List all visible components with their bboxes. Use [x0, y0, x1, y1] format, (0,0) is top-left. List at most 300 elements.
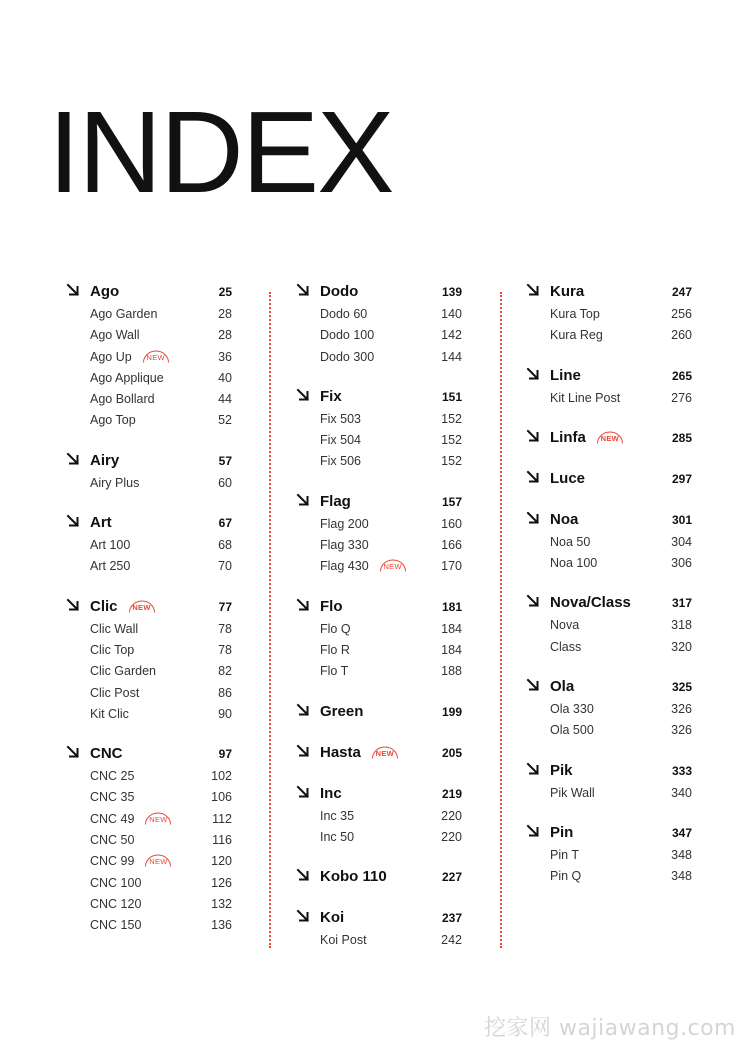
new-badge	[371, 745, 399, 759]
category-heading	[526, 467, 726, 491]
index-item	[296, 619, 496, 640]
item-name-text: CNC 150	[90, 918, 142, 933]
category-heading	[296, 741, 496, 765]
index-item	[66, 347, 266, 368]
item-name-text: CNC 50	[90, 833, 135, 848]
new-badge-label: NEW	[149, 857, 168, 867]
category-heading	[296, 782, 496, 806]
item-page-number: 152	[441, 454, 462, 469]
index-column-3	[526, 280, 726, 905]
index-item	[66, 787, 266, 808]
item-name	[90, 663, 156, 679]
category-name-text: Flo	[320, 597, 343, 615]
arrow-down-right-icon	[296, 598, 310, 612]
item-name-text: Flag 430	[320, 559, 369, 574]
item-name-text: Clic Wall	[90, 621, 139, 636]
category-page-number: 285	[671, 430, 692, 445]
category-heading	[526, 759, 726, 783]
index-category	[66, 595, 266, 725]
item-name	[550, 847, 579, 863]
category-heading	[526, 364, 726, 388]
category-name	[90, 597, 156, 617]
item-name	[90, 768, 134, 784]
watermark: 挖家网 wajiawang.com	[483, 1016, 736, 1041]
item-page-number: 320	[671, 639, 692, 654]
index-item	[66, 809, 266, 830]
index-item	[296, 806, 496, 827]
category-page-number: 219	[441, 786, 462, 801]
index-item	[296, 827, 496, 848]
item-page-number: 136	[211, 918, 232, 933]
category-name	[320, 492, 351, 512]
index-category	[526, 280, 726, 347]
item-name	[320, 453, 361, 469]
category-name	[320, 867, 387, 887]
item-page-number: 106	[211, 790, 232, 805]
index-category	[526, 508, 726, 575]
item-page-number: 28	[218, 307, 232, 321]
item-page-number: 78	[218, 642, 232, 657]
index-category	[526, 675, 726, 742]
item-name	[90, 412, 136, 428]
index-category	[66, 511, 266, 578]
category-page-number: 237	[441, 911, 462, 926]
category-name-text: Koi	[320, 909, 345, 927]
item-name	[550, 390, 620, 406]
arrow-down-right-icon	[526, 762, 540, 776]
item-name	[550, 722, 594, 738]
category-page-number: 297	[671, 471, 692, 486]
arrow-down-right-icon	[526, 367, 540, 381]
index-item	[296, 514, 496, 535]
item-name-text: Nova	[550, 618, 580, 633]
item-name-text: Flag 200	[320, 516, 369, 531]
item-page-number: 60	[218, 475, 232, 490]
arrow-down-right-icon	[296, 868, 310, 882]
arrow-down-right-icon	[296, 388, 310, 402]
index-category	[296, 741, 496, 765]
new-badge	[596, 430, 624, 444]
item-name-text: Noa 50	[550, 534, 591, 549]
index-item	[66, 873, 266, 894]
item-name-text: Kura Reg	[550, 328, 603, 343]
item-name-text: Ago Garden	[90, 307, 158, 321]
item-page-number: 132	[211, 896, 232, 911]
category-name	[320, 282, 358, 302]
category-name-text: Luce	[550, 469, 586, 487]
item-page-number: 166	[441, 538, 462, 553]
category-page-number: 97	[218, 747, 232, 762]
category-page-number: 139	[441, 285, 462, 299]
item-name	[550, 617, 579, 633]
category-name-text: Kobo 110	[320, 868, 387, 886]
new-badge	[144, 853, 172, 867]
category-heading	[66, 742, 266, 766]
item-page-number: 36	[218, 349, 232, 364]
item-name-text: Inc 50	[320, 829, 355, 844]
category-page-number: 25	[218, 285, 232, 299]
index-item	[296, 409, 496, 430]
arrow-down-right-icon	[526, 824, 540, 838]
index-item	[66, 851, 266, 872]
item-name-text: Dodo 300	[320, 349, 375, 364]
item-name	[90, 706, 129, 722]
item-name-text: Ola 330	[550, 702, 594, 717]
arrow-down-right-icon	[526, 470, 540, 484]
item-name-text: Ago Wall	[90, 328, 140, 343]
index-item	[526, 304, 726, 325]
index-item	[66, 619, 266, 640]
category-name-text: Hasta	[320, 743, 361, 761]
category-heading	[296, 385, 496, 409]
new-badge-label: NEW	[600, 433, 620, 443]
category-page-number: 199	[441, 704, 462, 719]
arrow-down-right-icon	[526, 283, 540, 297]
category-name-text: Dodo	[320, 283, 359, 300]
item-name	[90, 327, 140, 343]
item-name-text: CNC 49	[90, 811, 135, 826]
item-name	[90, 789, 134, 805]
category-name-text: Inc	[320, 784, 342, 802]
category-heading	[526, 426, 726, 450]
index-category	[296, 865, 496, 889]
item-name-text: CNC 25	[90, 769, 135, 784]
item-name-text: Ago Bollard	[90, 392, 155, 407]
index-item	[296, 535, 496, 556]
item-page-number: 326	[671, 723, 692, 738]
category-name	[320, 702, 363, 722]
category-page-number: 247	[671, 285, 692, 299]
item-page-number: 276	[671, 390, 692, 405]
category-page-number: 325	[671, 680, 692, 695]
category-name-text: Green	[320, 702, 364, 720]
index-category	[296, 490, 496, 578]
index-item	[66, 766, 266, 787]
category-page-number: 151	[441, 389, 462, 404]
item-page-number: 348	[671, 847, 692, 862]
category-heading	[66, 449, 266, 473]
arrow-down-right-icon	[296, 283, 310, 297]
index-item	[296, 556, 496, 577]
item-name-text: Ola 500	[550, 723, 594, 738]
item-page-number: 184	[441, 642, 462, 657]
index-item	[296, 930, 496, 951]
item-name-text: Noa 100	[550, 556, 598, 571]
item-name	[320, 808, 354, 824]
category-name	[320, 743, 399, 763]
index-item	[526, 637, 726, 658]
item-name-text: Art 100	[90, 538, 131, 553]
index-item	[296, 347, 496, 368]
page-title: INDEX	[48, 87, 393, 217]
category-heading	[526, 675, 726, 699]
item-name-text: Dodo 100	[320, 328, 375, 343]
category-name-text: Art	[90, 514, 112, 532]
new-badge	[142, 349, 170, 363]
category-name	[550, 823, 573, 843]
index-category	[526, 364, 726, 409]
arrow-down-right-icon	[526, 429, 540, 443]
category-name	[90, 513, 112, 533]
category-heading	[296, 700, 496, 724]
arrow-down-right-icon	[296, 493, 310, 507]
category-name	[320, 387, 342, 407]
category-heading	[66, 595, 266, 619]
item-page-number: 112	[212, 811, 232, 826]
item-name	[550, 306, 600, 322]
category-name-text: Pik	[550, 761, 573, 779]
category-heading	[296, 865, 496, 889]
item-page-number: 348	[671, 869, 692, 884]
category-name-text: Ago	[90, 283, 120, 300]
category-name	[90, 744, 123, 764]
index-item	[526, 866, 726, 887]
item-name-text: Koi Post	[320, 933, 367, 948]
category-name-text: Pin	[550, 823, 574, 841]
index-item	[66, 473, 266, 494]
item-page-number: 86	[218, 685, 232, 700]
category-name	[550, 282, 584, 302]
item-page-number: 40	[218, 370, 232, 385]
item-name	[320, 516, 369, 532]
new-badge	[128, 599, 156, 613]
item-page-number: 82	[218, 664, 232, 679]
item-name-text: Flag 330	[320, 538, 369, 553]
item-page-number: 144	[441, 349, 462, 364]
index-item	[526, 615, 726, 636]
category-heading	[526, 591, 726, 615]
item-name-text: CNC 35	[90, 790, 135, 805]
category-page-number: 57	[218, 453, 232, 468]
item-name	[550, 534, 590, 550]
item-name-text: Fix 503	[320, 411, 361, 426]
arrow-down-right-icon	[66, 598, 80, 612]
item-name	[90, 896, 141, 912]
category-name	[320, 908, 344, 928]
item-name-text: Clic Post	[90, 685, 140, 700]
item-name	[320, 829, 354, 845]
item-page-number: 170	[441, 559, 462, 574]
item-name	[550, 327, 603, 343]
dotted-divider	[500, 292, 502, 948]
item-name	[320, 432, 361, 448]
category-name-text: CNC	[90, 745, 123, 763]
new-badge-label: NEW	[146, 352, 165, 362]
item-page-number: 256	[671, 307, 692, 321]
index-category	[526, 821, 726, 888]
item-name-text: Flo R	[320, 642, 350, 657]
item-page-number: 52	[218, 413, 232, 428]
item-page-number: 220	[441, 808, 462, 823]
category-name	[550, 366, 581, 386]
category-page-number: 347	[671, 825, 692, 840]
item-name	[550, 701, 594, 717]
index-item	[526, 553, 726, 574]
item-name-text: Kit Line Post	[550, 390, 621, 405]
item-name-text: Kit Clic	[90, 706, 129, 721]
category-name	[320, 784, 342, 804]
index-item	[66, 683, 266, 704]
item-page-number: 140	[441, 307, 462, 321]
index-column-2	[296, 280, 496, 968]
index-item	[66, 535, 266, 556]
arrow-down-right-icon	[526, 678, 540, 692]
category-page-number: 181	[441, 599, 462, 614]
category-name	[90, 282, 119, 302]
new-badge-label: NEW	[149, 814, 168, 824]
item-name	[550, 785, 595, 801]
category-name-text: Ola	[550, 678, 575, 696]
category-page-number: 67	[218, 516, 232, 531]
item-page-number: 70	[218, 559, 232, 574]
item-name	[90, 558, 130, 574]
item-name	[320, 663, 348, 679]
item-name-text: Pin Q	[550, 869, 582, 884]
arrow-down-right-icon	[296, 909, 310, 923]
item-name-text: Dodo 60	[320, 307, 368, 321]
index-item	[66, 915, 266, 936]
category-name-text: Flag	[320, 492, 351, 510]
item-name	[90, 621, 138, 637]
item-name	[90, 475, 139, 491]
item-name	[90, 917, 141, 933]
category-name	[550, 593, 631, 613]
new-badge-label: NEW	[375, 748, 395, 758]
item-name-text: Flo Q	[320, 621, 351, 636]
category-heading	[526, 821, 726, 845]
category-heading	[526, 508, 726, 532]
category-name-text: Linfa	[550, 428, 586, 446]
index-item	[526, 783, 726, 804]
item-name	[320, 642, 350, 658]
index-item	[526, 699, 726, 720]
item-name	[320, 411, 361, 427]
arrow-down-right-icon	[526, 511, 540, 525]
category-page-number: 157	[441, 494, 462, 509]
item-name-text: CNC 99	[90, 854, 135, 869]
dotted-divider	[269, 292, 271, 948]
item-name	[90, 306, 157, 322]
category-heading	[66, 511, 266, 535]
category-page-number: 227	[441, 870, 462, 885]
arrow-down-right-icon	[526, 594, 540, 608]
item-page-number: 304	[671, 534, 692, 549]
category-name-text: Line	[550, 366, 581, 384]
item-name-text: CNC 100	[90, 875, 142, 890]
item-page-number: 260	[671, 328, 692, 343]
item-page-number: 120	[211, 854, 232, 869]
item-name	[90, 391, 155, 407]
item-name-text: Flo T	[320, 664, 349, 679]
index-category	[296, 595, 496, 683]
category-name-text: Kura	[550, 283, 585, 300]
item-name-text: Pin T	[550, 847, 579, 862]
arrow-down-right-icon	[296, 785, 310, 799]
index-column-1	[66, 280, 266, 954]
item-name-text: Ago Applique	[90, 370, 164, 385]
category-heading	[296, 280, 496, 304]
index-item	[66, 389, 266, 410]
item-name	[90, 853, 172, 869]
category-page-number: 77	[218, 599, 232, 614]
item-page-number: 116	[212, 833, 232, 848]
index-item	[66, 704, 266, 725]
new-badge-label: NEW	[132, 602, 151, 612]
category-name	[550, 761, 573, 781]
category-name	[550, 469, 585, 489]
item-name-text: Inc 35	[320, 808, 355, 823]
index-category	[296, 782, 496, 849]
arrow-down-right-icon	[66, 745, 80, 759]
index-category	[526, 467, 726, 491]
index-item	[296, 661, 496, 682]
item-page-number: 28	[218, 328, 232, 343]
item-name	[550, 555, 597, 571]
index-item	[296, 430, 496, 451]
item-name	[90, 349, 170, 365]
category-name	[550, 677, 574, 697]
item-page-number: 78	[218, 621, 232, 636]
index-item	[526, 325, 726, 346]
category-heading	[526, 280, 726, 304]
item-name-text: Fix 506	[320, 454, 361, 469]
item-page-number: 44	[218, 392, 232, 407]
item-name	[320, 537, 369, 553]
category-name-text: Noa	[550, 510, 579, 528]
new-badge	[379, 558, 407, 572]
item-page-number: 142	[441, 328, 462, 343]
item-name	[320, 306, 367, 322]
item-name-text: Kura Top	[550, 307, 600, 321]
item-page-number: 242	[441, 933, 462, 948]
new-badge-label: NEW	[383, 562, 402, 572]
item-page-number: 152	[441, 411, 462, 426]
item-name	[90, 685, 139, 701]
item-name-text: Class	[550, 639, 582, 654]
index-item	[66, 830, 266, 851]
category-heading	[296, 906, 496, 930]
item-page-number: 90	[218, 706, 232, 721]
item-name	[90, 875, 141, 891]
item-page-number: 306	[671, 556, 692, 571]
category-name-text: Airy	[90, 451, 120, 469]
item-name-text: Clic Top	[90, 642, 135, 657]
arrow-down-right-icon	[296, 703, 310, 717]
item-name	[90, 642, 134, 658]
item-name	[320, 558, 407, 574]
category-name	[320, 597, 343, 617]
item-page-number: 68	[218, 538, 232, 553]
item-page-number: 220	[441, 829, 462, 844]
item-name	[550, 868, 581, 884]
item-name	[90, 832, 134, 848]
category-name-text: Nova/Class	[550, 594, 631, 612]
category-heading	[296, 490, 496, 514]
item-name	[320, 621, 351, 637]
category-name	[550, 510, 578, 530]
index-item	[66, 640, 266, 661]
item-page-number: 340	[671, 785, 692, 800]
item-page-number: 184	[441, 621, 462, 636]
item-name-text: Fix 504	[320, 433, 361, 448]
index-item	[296, 451, 496, 472]
item-page-number: 318	[671, 618, 692, 633]
item-name	[90, 370, 164, 386]
index-category	[526, 759, 726, 804]
category-page-number: 265	[671, 368, 692, 383]
index-category	[526, 426, 726, 450]
item-name-text: Ago Up	[90, 349, 132, 364]
